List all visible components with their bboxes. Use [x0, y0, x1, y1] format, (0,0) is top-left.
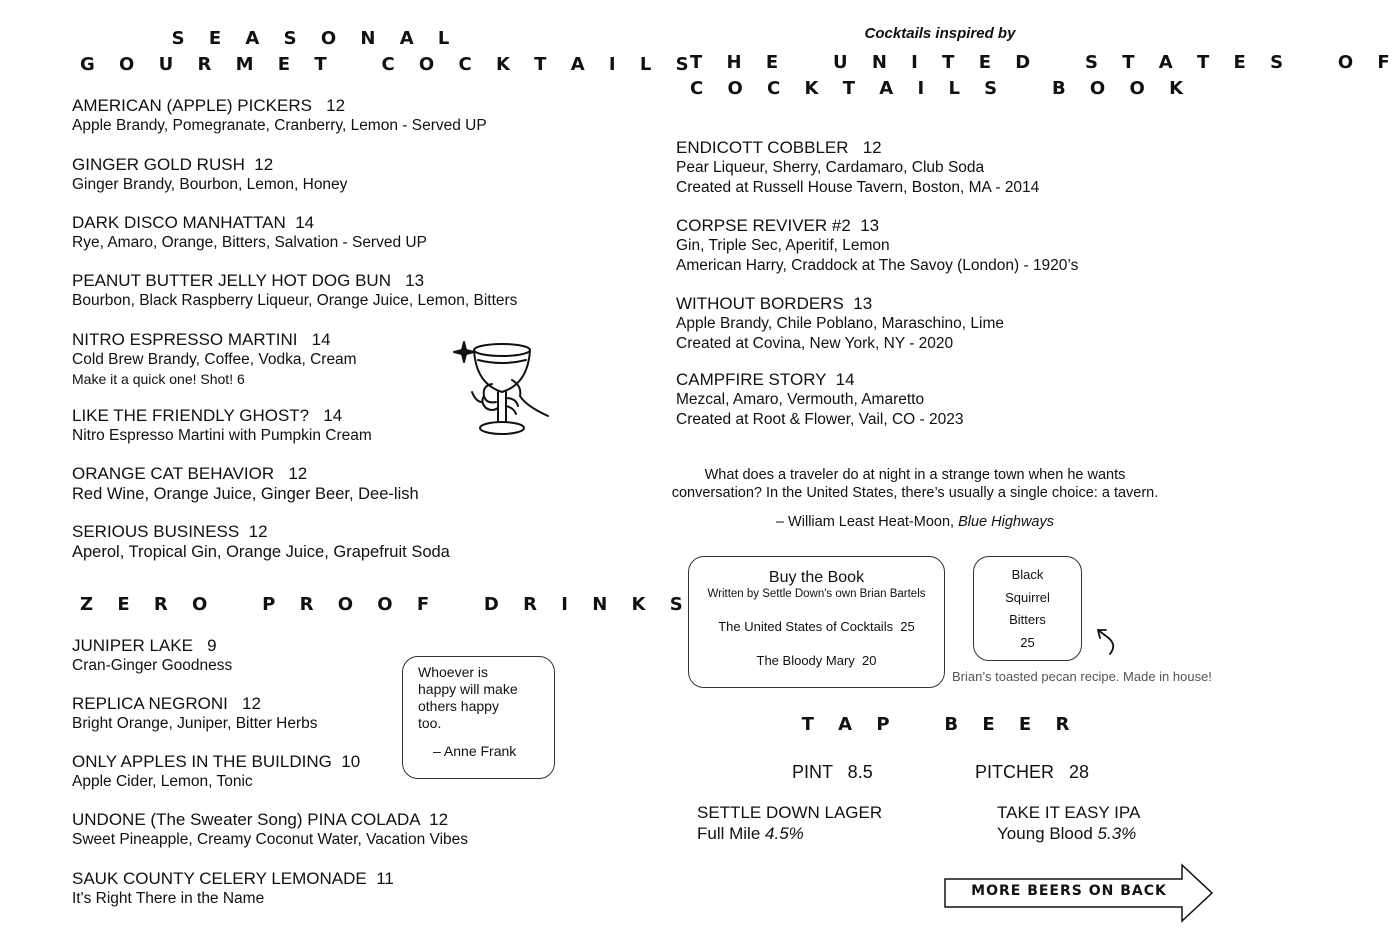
book-heading-line1: T H E U N I T E D S T A T E S O F	[690, 52, 1399, 73]
cocktail-name: LIKE THE FRIENDLY GHOST? 14	[72, 406, 343, 425]
drink-name: UNDONE (The Sweater Song) PINA COLADA 12	[72, 810, 449, 829]
cocktail-extra: Make it a quick one! Shot! 6	[72, 371, 245, 387]
beer-item	[697, 802, 882, 844]
zero-proof-item	[72, 635, 392, 676]
cocktail-name: CORPSE REVIVER #2 13	[676, 216, 880, 235]
seasonal-heading	[80, 26, 698, 78]
cocktail-item	[72, 270, 632, 311]
buy-the-book-box	[688, 556, 945, 688]
tavern-quote-line2: conversation? In the United States, there’s usually a single choice: a tavern.	[671, 485, 1159, 501]
pint-price: PINT 8.5	[792, 762, 873, 782]
cocktail-item	[72, 212, 632, 253]
beer-name: TAKE IT EASY IPA	[997, 803, 1141, 822]
curved-arrow-icon	[1094, 624, 1120, 658]
book-heading-line2: C O C K T A I L S B O O K	[690, 78, 1193, 99]
cocktail-name: NITRO ESPRESSO MARTINI 14	[72, 330, 331, 349]
zero-proof-heading	[80, 592, 692, 618]
cocktail-desc: Gin, Triple Sec, Aperitif, Lemon	[676, 237, 890, 254]
beer-details	[697, 823, 882, 844]
seasonal-heading-line2: G O U R M E T C O C K T A I L S	[80, 54, 698, 75]
drink-name: ONLY APPLES IN THE BUILDING 10	[72, 752, 361, 771]
book-heading	[690, 50, 1399, 102]
book-cocktail-item	[676, 293, 1196, 354]
cocktail-name: DARK DISCO MANHATTAN 14	[72, 213, 315, 232]
book-box-subtitle: Written by Settle Down's own Brian Bartels	[707, 588, 926, 600]
tavern-quote	[650, 466, 1180, 531]
cocktail-name: PEANUT BUTTER JELLY HOT DOG BUN 13	[72, 271, 425, 290]
cocktail-name: ORANGE CAT BEHAVIOR 12	[72, 464, 308, 483]
quote-author: – Anne Frank	[433, 743, 517, 759]
cocktail-desc: Cold Brew Brandy, Coffee, Vodka, Cream	[72, 351, 357, 368]
seasonal-heading-line1: S E A S O N A L	[171, 28, 459, 49]
more-beers-label: MORE BEERS ON BACK	[971, 883, 1167, 899]
cocktail-desc: Red Wine, Orange Juice, Ginger Beer, Dee-lish	[72, 485, 419, 503]
beer-abv: 5.3%	[1097, 824, 1137, 843]
anne-frank-quote-box	[402, 656, 555, 779]
cocktail-origin: American Harry, Craddock at The Savoy (London) - 1920’s	[676, 257, 1079, 274]
cocktail-desc: Apple Brandy, Pomegranate, Cranberry, Lemon - Served UP	[72, 117, 487, 134]
more-beers-banner	[944, 864, 1214, 922]
beer-brewery: Full Mile	[697, 824, 761, 843]
beer-name: SETTLE DOWN LAGER	[697, 803, 883, 822]
cocktail-desc: Apple Brandy, Chile Poblano, Maraschino, Lime	[676, 315, 1004, 332]
bitters-box	[973, 556, 1082, 661]
bitters-line: Bitters	[1009, 612, 1046, 627]
zero-proof-item	[72, 693, 392, 734]
cocktail-desc: Bourbon, Black Raspberry Liqueur, Orange Juice, Lemon, Bitters	[72, 292, 518, 309]
book-box-title: Buy the Book	[768, 569, 865, 586]
cocktail-item	[72, 405, 432, 446]
cocktail-desc: Mezcal, Amaro, Vermouth, Amaretto	[676, 391, 925, 408]
cocktail-name: ENDICOTT COBBLER 12	[676, 138, 882, 157]
quote-source: Blue Highways	[958, 514, 1055, 530]
cocktail-name: CAMPFIRE STORY 14	[676, 370, 855, 389]
cocktail-name: WITHOUT BORDERS 13	[676, 294, 873, 313]
cocktail-desc: Pear Liqueur, Sherry, Cardamaro, Club Soda	[676, 159, 985, 176]
zero-proof-item	[72, 809, 632, 850]
quote-text: Whoever is happy will make others happy too.	[418, 664, 518, 731]
pitcher-price: PITCHER 28	[975, 762, 1090, 782]
tap-beer-heading-text: T A P B E E R	[801, 714, 1079, 735]
drink-desc: Bright Orange, Juniper, Bitter Herbs	[72, 715, 318, 732]
drink-name: JUNIPER LAKE 9	[72, 636, 217, 655]
drink-desc: Sweet Pineapple, Creamy Coconut Water, Vacation Vibes	[72, 831, 469, 848]
cocktail-item	[72, 154, 632, 195]
cocktail-item	[72, 329, 432, 388]
cocktail-glass-illustration	[452, 336, 552, 444]
bitters-note: Brian’s toasted pecan recipe. Made in house!	[952, 669, 1212, 684]
zero-proof-item	[72, 868, 632, 909]
tavern-quote-attribution	[650, 513, 1180, 531]
cocktail-desc: Rye, Amaro, Orange, Bitters, Salvation - Served UP	[72, 234, 427, 251]
cocktail-name: GINGER GOLD RUSH 12	[72, 155, 274, 174]
bitters-line: Black	[1011, 567, 1044, 582]
bitters-price: 25	[1020, 634, 1035, 650]
drink-name: SAUK COUNTY CELERY LEMONADE 11	[72, 869, 394, 888]
drink-desc: It's Right There in the Name	[72, 890, 265, 907]
cocktail-origin: Created at Covina, New York, NY - 2020	[676, 335, 954, 352]
tavern-quote-line1: What does a traveler do at night in a strange town when he wants	[704, 467, 1126, 483]
tap-beer-heading	[790, 712, 1090, 738]
cocktail-name: SERIOUS BUSINESS 12	[72, 522, 268, 541]
beer-brewery: Young Blood	[997, 824, 1093, 843]
zero-proof-heading-text: Z E R O P R O O F D R I N K S	[80, 594, 692, 615]
drink-name: REPLICA NEGRONI 12	[72, 694, 261, 713]
cocktail-item	[72, 463, 632, 504]
quote-author: – William Least Heat-Moon,	[775, 514, 955, 530]
beer-abv: 4.5%	[765, 824, 804, 843]
cocktail-origin: Created at Russell House Tavern, Boston, MA - 2014	[676, 179, 1040, 196]
cocktail-desc: Ginger Brandy, Bourbon, Lemon, Honey	[72, 176, 348, 193]
beer-details	[997, 823, 1140, 844]
inspired-by-label: Cocktails inspired by	[864, 25, 1016, 42]
cocktail-origin: Created at Root & Flower, Vail, CO - 2023	[676, 411, 964, 428]
book-cocktail-item	[676, 215, 1196, 276]
zero-proof-item	[72, 751, 392, 792]
beer-item	[997, 802, 1140, 844]
drink-desc: Cran-Ginger Goodness	[72, 657, 233, 674]
bitters-line: Squirrel	[1005, 589, 1050, 605]
cocktail-desc: Aperol, Tropical Gin, Orange Juice, Grapefruit Soda	[72, 543, 450, 561]
book-cocktail-item	[676, 137, 1196, 198]
book-item: The United States of Cocktails 25	[718, 619, 915, 634]
cocktail-desc: Nitro Espresso Martini with Pumpkin Cream	[72, 427, 372, 444]
cocktail-item	[72, 95, 632, 136]
drink-desc: Apple Cider, Lemon, Tonic	[72, 773, 253, 790]
book-item: The Bloody Mary 20	[756, 653, 877, 668]
book-cocktail-item	[676, 369, 1196, 430]
cocktail-name: AMERICAN (APPLE) PICKERS 12	[72, 96, 346, 115]
cocktail-item	[72, 521, 632, 562]
